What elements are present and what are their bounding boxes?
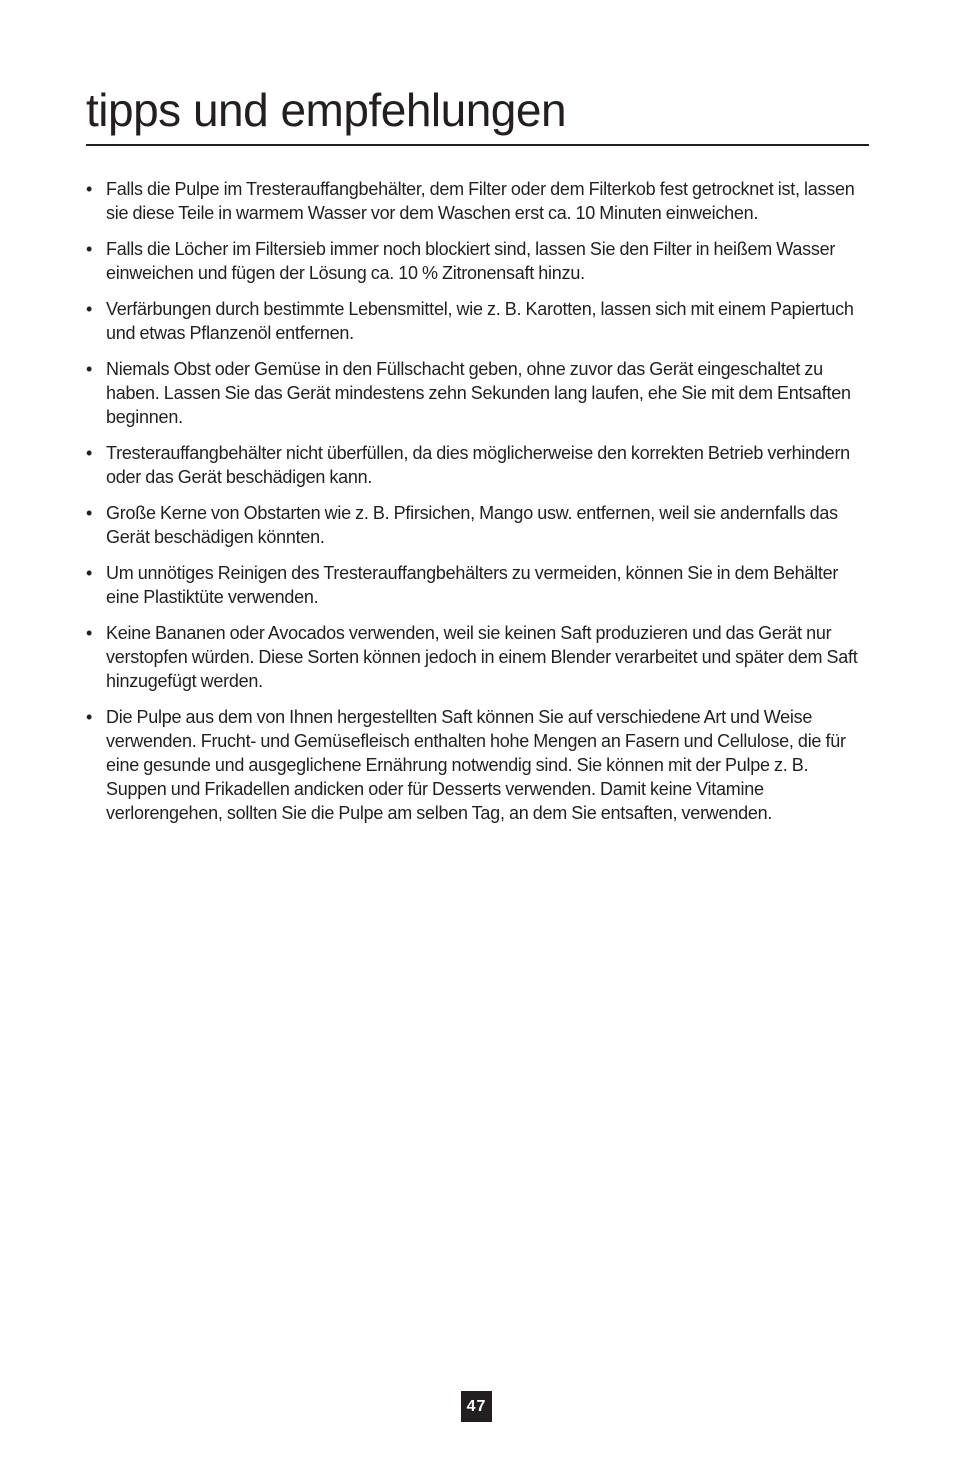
bullet-icon: • [86,358,93,379]
tip-text: Tresterauffangbehälter nicht überfüllen, da dies möglicherweise den korrekten Betrieb verhindern oder das Gerät beschädigen kann. [106,442,850,488]
page-number: 47 [461,1391,492,1422]
bullet-icon: • [86,502,93,523]
tip-text: Die Pulpe aus dem von Ihnen hergestellten Saft können Sie auf verschiedene Art und Weise verwenden. Frucht- und Gemüsefleisch enthalten hohe Mengen an Fasern und Cellulose, die für eine gesunde und ausgeglichene Ernährung notwendig sind. Sie können mit der Pulpe z. B. Suppen und Frikadellen andicken oder für Desserts verwenden. Damit keine Vitamine verlorengehen, sollten Sie die Pulpe am selben Tag, an dem Sie entsaften, verwenden. [106,706,846,824]
bullet-icon: • [86,298,93,319]
tip-text: Falls die Löcher im Filtersieb immer noch blockiert sind, lassen Sie den Filter in heißem Wasser einweichen und fügen der Lösung ca. 10 % Zitronensaft hinzu. [106,238,836,284]
title-divider [86,144,869,146]
bullet-icon: • [86,442,93,463]
tip-text: Große Kerne von Obstarten wie z. B. Pfirsichen, Mango usw. entfernen, weil sie andernfalls das Gerät beschädigen könnten. [106,502,838,547]
bullet-icon: • [86,706,93,727]
list-item [86,357,872,430]
tip-text: Falls die Pulpe im Tresterauffangbehälter, dem Filter oder dem Filterkob fest getrocknet ist, lassen sie diese Teile in warmem Wasser vor dem Waschen erst ca. 10 Minuten einweichen. [106,179,855,224]
tip-text: Um unnötiges Reinigen des Tresterauffangbehälters zu vermeiden, können Sie in dem Behälter eine Plastiktüte verwenden. [106,562,839,607]
tip-text: Keine Bananen oder Avocados verwenden, weil sie keinen Saft produzieren und das Gerät nur verstopfen würden. Diese Sorten können jedoch in einem Blender verarbeitet und später dem Saft hinzugefügt werden. [106,622,858,691]
list-item [86,237,872,285]
list-item [86,177,872,225]
list-item [86,561,872,609]
list-item [86,441,872,489]
page-title: tipps und empfehlungen [86,84,567,136]
tips-list [86,177,872,826]
bullet-icon: • [86,622,93,643]
bullet-icon: • [86,179,93,199]
tip-text: Verfärbungen durch bestimmte Lebensmittel, wie z. B. Karotten, lassen sich mit einem Papiertuch und etwas Pflanzenöl entfernen. [106,298,854,344]
list-item [86,297,872,345]
tip-text: Niemals Obst oder Gemüse in den Füllschacht geben, ohne zuvor das Gerät eingeschaltet zu haben. Lassen Sie das Gerät mindestens zehn Sekunden lang laufen, ehe Sie mit dem Entsaften beginnen. [106,358,851,428]
list-item [86,705,872,826]
bullet-icon: • [86,562,93,583]
list-item [86,501,872,549]
list-item [86,621,872,694]
bullet-icon: • [86,238,93,259]
